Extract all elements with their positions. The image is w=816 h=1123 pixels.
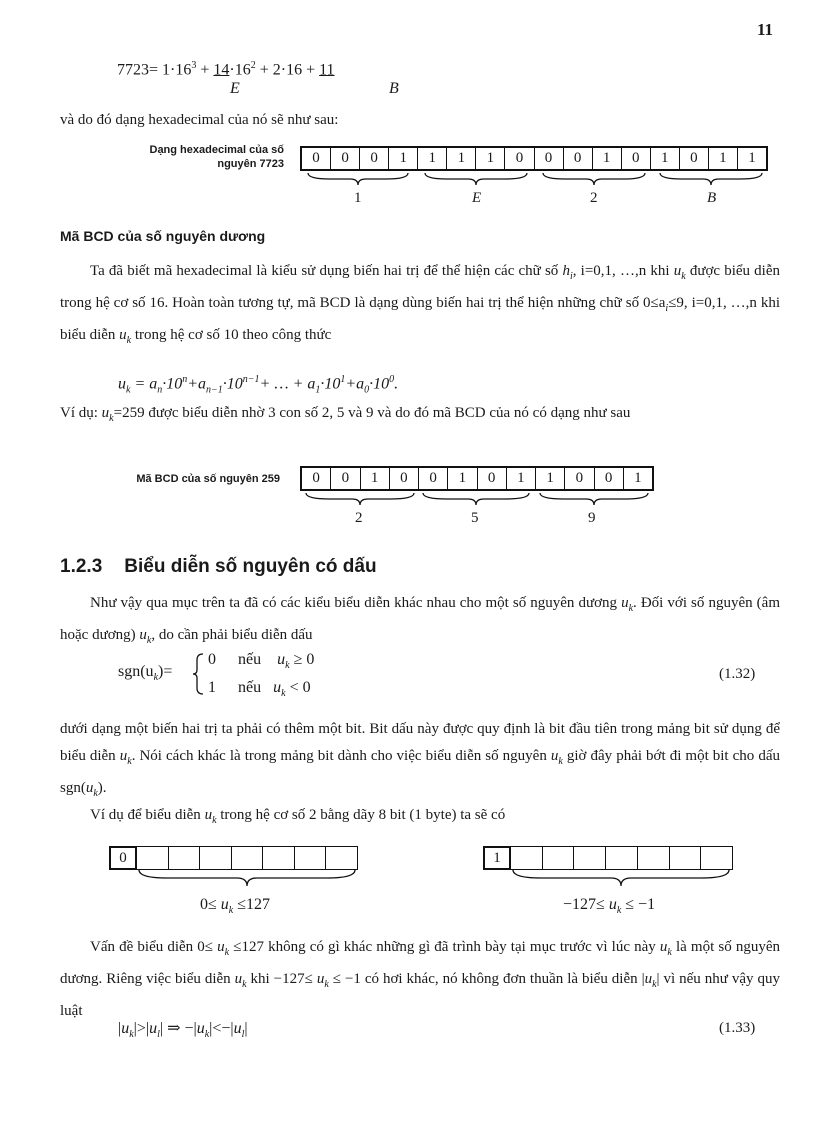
hex-expansion-equation: $7723= 1\cdot 16^3 + 14\cdot 16^2 + 2\cdot 16 + 11$ [117,60,335,79]
equation-number-1-33: (1.33) [719,1020,756,1036]
byte-negative-cell-6 [670,846,702,870]
hex-group-label-B: B [707,190,717,206]
bcd_diagram-bit-5: 1 [448,468,477,489]
bcd_diagram-bit-11: 1 [634,470,642,486]
byte-negative-brace [511,868,733,890]
hex-bit-array [300,146,768,171]
hex_diagram-bit-6: 1 [476,148,505,169]
hex-digit-E: E [230,80,240,97]
hex-intro-text: và do đó dạng hexadecimal của nó sẽ như sau: [60,112,339,128]
bcd_diagram-bit-9: 0 [565,468,594,489]
hex_diagram-bit-5: 1 [447,148,476,169]
bcd_diagram-bit-7: 1 [507,468,536,489]
bcd_diagram-bit-0: 0 [302,468,331,489]
hex_diagram-bit-0: 0 [302,148,331,169]
byte-negative-cell-0: 1 [483,846,511,870]
hex-group-label-1: 1 [354,190,362,206]
bcd-paragraph: Ta đã biết mã hexadecimal là kiểu sử dụng biến hai trị để thể hiện các chữ số $h_i$, i=0,1, …,n khi $u_k$ được biểu diễn trong hệ cơ số 16. Hoàn toàn tương tự, mã BCD là dạng dùng biến hai trị thể hiện những chữ số $0\le a_i\le 9$, i=0,1, …,n khi biểu diễn $u_k$ trong hệ cơ số 10 theo công thức [60,263,781,346]
byte-positive-cell-1 [137,846,169,870]
bcd-bit-array [300,466,654,491]
hex-group-label-E: E [472,190,482,206]
byte-negative-cell-1 [511,846,543,870]
hex_diagram-bit-3: 1 [389,148,418,169]
hex-digit-B: B [389,80,399,97]
equation-number-1-32: (1.32) [719,666,756,682]
signed-paragraph-1: Như vậy qua mục trên ta đã có các kiểu biểu diễn khác nhau cho một số nguyên dương $u_k$. Đối với số nguyên (âm hoặc dương) $u_k$, do cần phải biểu diễn dấu [60,595,780,646]
hex-group-label-2: 2 [590,190,598,206]
bcd_diagram-bit-3: 0 [390,468,419,489]
bcd_diagram-bit-8: 1 [536,468,565,489]
byte-positive-array [109,846,358,870]
bcd-group-label-9: 9 [588,510,596,526]
signed-paragraph-4: Vấn đề biểu diễn $0\le u_k \le 127$ không có gì khác những gì đã trình bày tại mục trước vì lúc này $u_k$ là một số nguyên dương. Riêng việc biểu diễn $u_k$ khi $-127\le u_k \le -1$ có hơi khác, nó không đơn thuần là biểu diễn $|u_k|$ vì nếu như vậy quy luật [60,939,780,1019]
equation-1-33: $|u_k|>|u_l|$ ⇒ $-|u_k|<-|u_l|$ [118,1020,248,1041]
bcd-diagram-label: Mã BCD của số nguyên 259 [136,473,280,485]
byte-negative-cell-2 [543,846,575,870]
bcd_diagram-bit-4: 0 [419,468,448,489]
byte-positive-cell-5 [263,846,295,870]
hex_diagram-bit-12: 1 [651,148,680,169]
hex_diagram-bit-4: 1 [418,148,447,169]
byte-positive-cell-0: 0 [109,846,137,870]
signed-paragraph-3: Ví dụ để biểu diễn $u_k$ trong hệ cơ số 2 bằng dãy 8 bit (1 byte) ta sẽ có [90,807,506,826]
bcd-heading: Mã BCD của số nguyên dương [60,228,266,244]
byte-negative-cell-5 [638,846,670,870]
byte-negative-range: $-127\le u_k \le -1$ [563,896,656,917]
hex_diagram-bit-11: 0 [622,148,651,169]
bcd_diagram-bit-1: 0 [331,468,360,489]
hex-diagram-label: Dạng hexadecimal của số nguyên 7723 [149,144,284,170]
byte-positive-brace [137,868,359,890]
bcd_diagram-bit-2: 1 [361,468,390,489]
byte-positive-cell-2 [169,846,201,870]
byte-negative-cell-4 [606,846,638,870]
byte-positive-cell-6 [295,846,327,870]
hex_diagram-bit-7: 0 [505,148,534,169]
hex_diagram-bit-8: 0 [535,148,564,169]
byte-negative-cell-3 [574,846,606,870]
sgn-case-negative: 1 nếu $u_k < 0$ [208,679,311,700]
hex-group-braces [300,171,768,191]
bcd-group-label-2: 2 [355,510,363,526]
sgn-cases-brace [193,652,205,696]
hex_diagram-bit-14: 1 [709,148,738,169]
byte-positive-cell-7 [326,846,358,870]
byte-negative-cell-7 [701,846,733,870]
bcd-group-label-5: 5 [471,510,479,526]
bcd_diagram-bit-6: 0 [478,468,507,489]
sgn-case-positive: 0 nếu $u_k \ge 0$ [208,651,315,672]
hex_diagram-bit-13: 0 [680,148,709,169]
byte-negative-array [483,846,733,870]
hex_diagram-bit-9: 0 [564,148,593,169]
sgn-equation: $sgn(u_k)=$ [118,663,173,684]
bcd_diagram-bit-10: 0 [595,468,624,489]
signed-paragraph-2: dưới dạng một biến hai trị ta phải có thêm một bit. Bit dấu này được quy định là bit đầu tiên trong mảng bit sử dụng để biểu diễn $u_k$. Nói cách khác là trong mảng bit dành cho việc biểu diễn số nguyên $u_k$ giờ đây phải bớt đi một bit cho dấu $sgn(u_k)$. [60,721,780,799]
bcd-group-braces [300,491,654,511]
bcd-formula: $u_k = a_n\cdot 10^n+a_{n-1}\cdot 10^{n-1}+$ … + $a_1\cdot 10^1+a_0\cdot 10^0$. [118,374,399,396]
hex_diagram-bit-10: 1 [593,148,622,169]
byte-positive-range: $0\le u_k \le 127$ [200,896,271,917]
byte-positive-cell-4 [232,846,264,870]
page-number: 11 [757,20,774,39]
byte-positive-cell-3 [200,846,232,870]
hex_diagram-bit-2: 0 [360,148,389,169]
section-heading: 1.2.3 Biểu diễn số nguyên có dấu [60,556,377,577]
hex_diagram-bit-1: 0 [331,148,360,169]
hex_diagram-bit-15: 1 [748,150,756,166]
bcd-example-paragraph: Ví dụ: $u_k=259$ được biểu diễn nhờ 3 con số 2, 5 và 9 và do đó mã BCD của nó có dạng như sau [60,405,631,424]
